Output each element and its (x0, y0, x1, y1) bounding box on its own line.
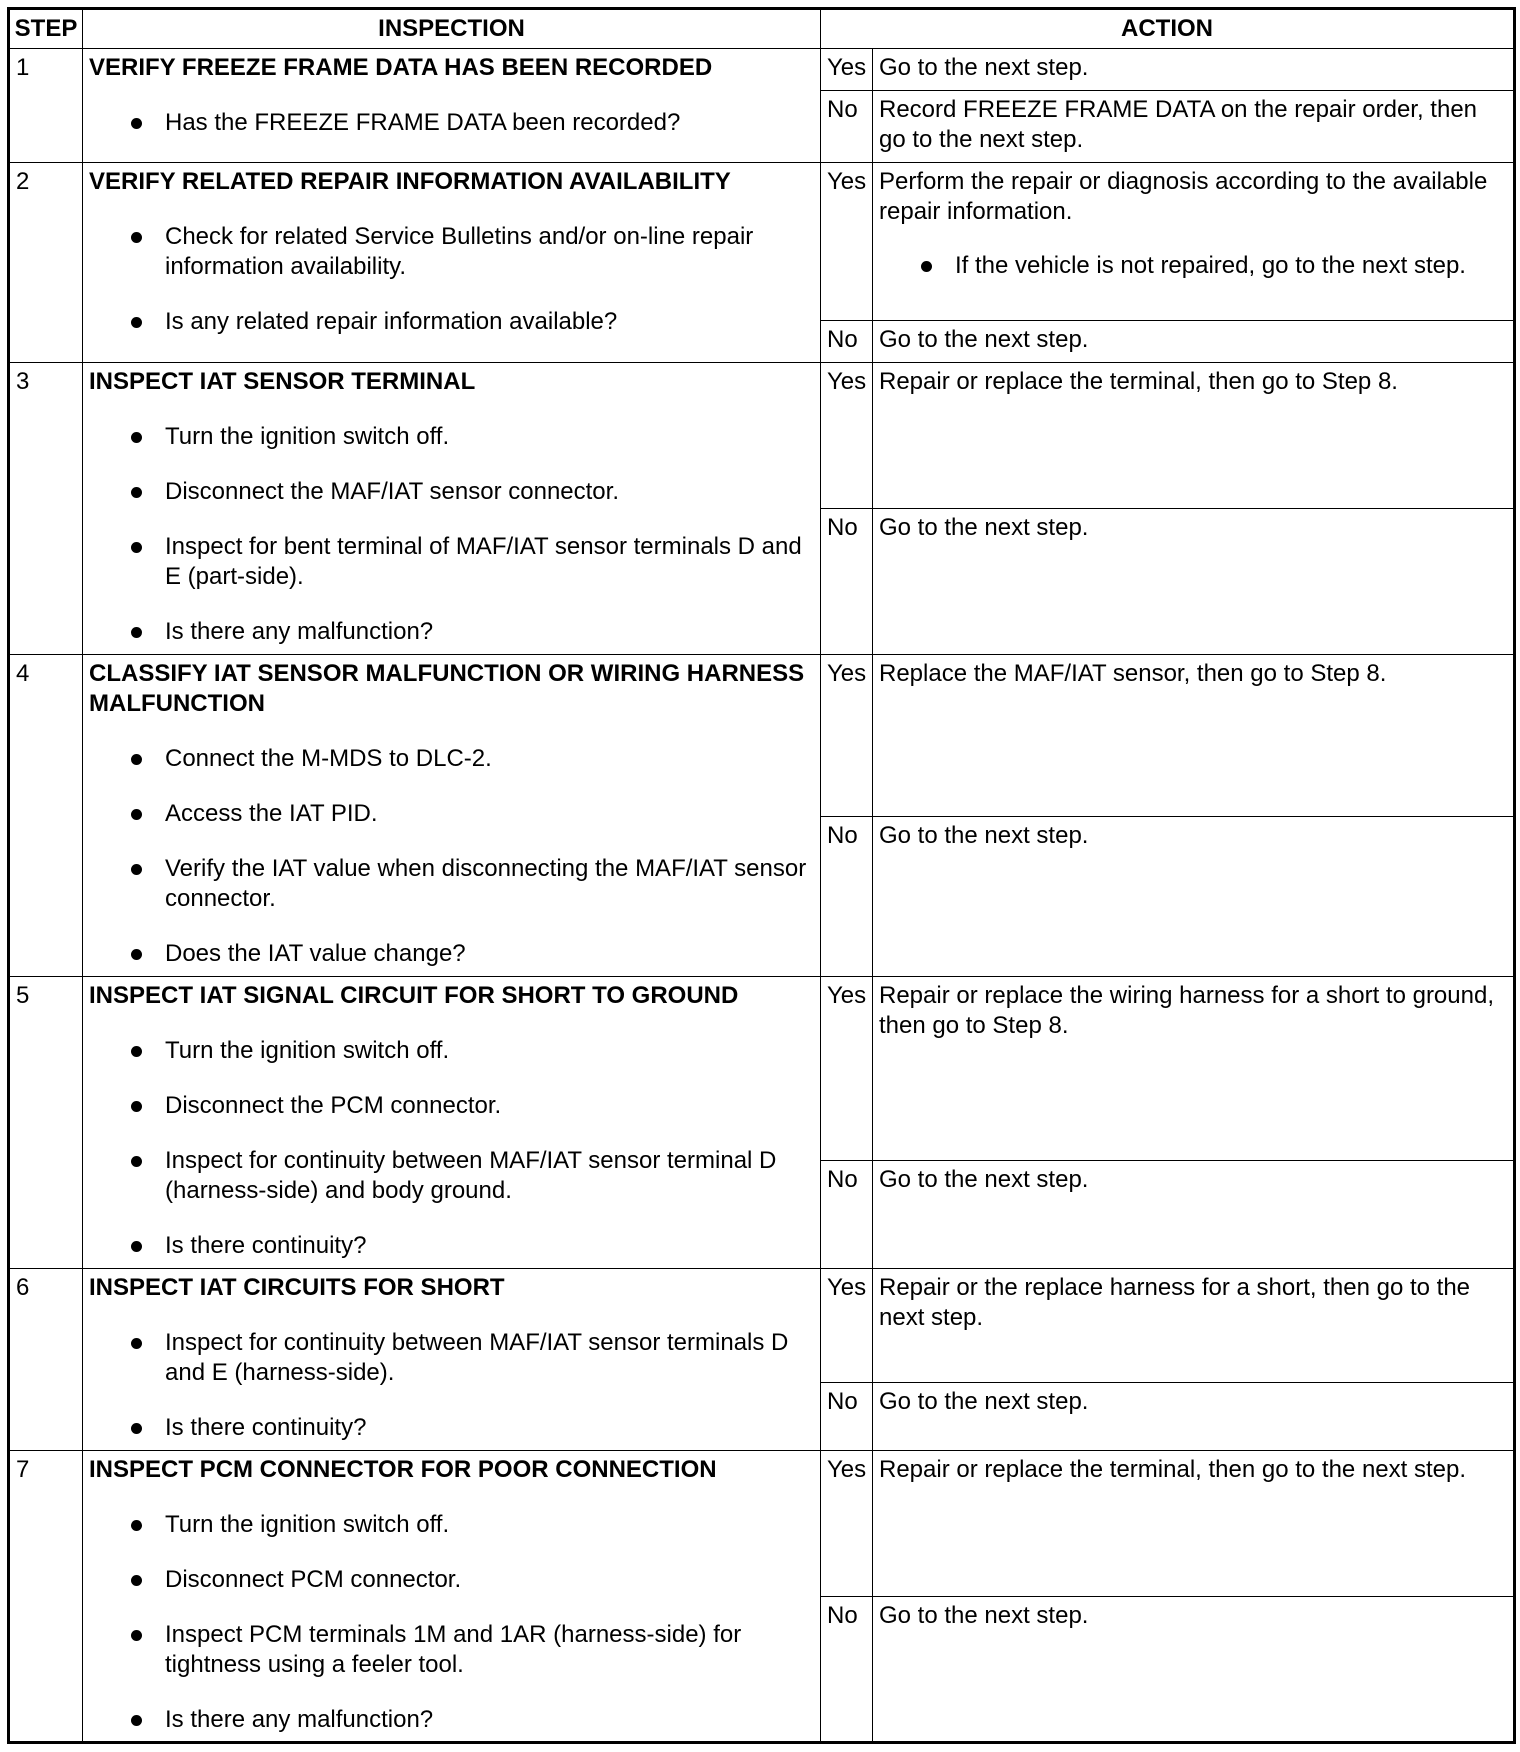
header-action: ACTION (821, 9, 1515, 49)
no-action: Go to the next step. (873, 509, 1515, 655)
bullet-item: Is there any malfunction? (89, 1705, 814, 1735)
inspection-bullets (89, 1328, 814, 1443)
inspection-cell (83, 363, 821, 655)
bullet-item: Disconnect the MAF/IAT sensor connector. (89, 477, 814, 507)
inspection-bullets (89, 222, 814, 337)
inspection-bullets (89, 1036, 814, 1261)
step-number: 4 (9, 655, 83, 977)
bullet-item: Inspect for bent terminal of MAF/IAT sensor terminals D and E (part-side). (89, 532, 814, 592)
yes-action: Repair or replace the terminal, then go to Step 8. (873, 363, 1515, 509)
inspection-cell (83, 163, 821, 363)
yes-label: Yes (821, 49, 873, 91)
step-number: 3 (9, 363, 83, 655)
table-row (9, 49, 1515, 91)
bullet-item: Does the IAT value change? (89, 939, 814, 969)
header-row (9, 9, 1515, 49)
table-row (9, 1269, 1515, 1383)
inspection-cell (83, 655, 821, 977)
no-action: Go to the next step. (873, 321, 1515, 363)
inspection-cell (83, 1451, 821, 1743)
bullet-item: Is there continuity? (89, 1413, 814, 1443)
table-row (9, 977, 1515, 1161)
yes-action: Repair or replace the wiring harness for a short to ground, then go to Step 8. (873, 977, 1515, 1161)
bullet-item: Is there any malfunction? (89, 617, 814, 647)
inspection-title: INSPECT PCM CONNECTOR FOR POOR CONNECTION (89, 1456, 717, 1483)
table-row (9, 1451, 1515, 1597)
yes-action-bullets (879, 251, 1507, 281)
bullet-item: Is any related repair information available? (89, 307, 814, 337)
bullet-item: Disconnect the PCM connector. (89, 1091, 814, 1121)
inspection-title: INSPECT IAT SENSOR TERMINAL (89, 368, 476, 395)
step-number: 2 (9, 163, 83, 363)
bullet-item: Inspect for continuity between MAF/IAT sensor terminal D (harness-side) and body ground. (89, 1146, 814, 1206)
bullet-item: Is there continuity? (89, 1231, 814, 1261)
bullet-item: Inspect for continuity between MAF/IAT sensor terminals D and E (harness-side). (89, 1328, 814, 1388)
bullet-item: Turn the ignition switch off. (89, 422, 814, 452)
inspection-cell (83, 977, 821, 1269)
step-number: 5 (9, 977, 83, 1269)
step-number: 1 (9, 49, 83, 163)
header-step: STEP (9, 9, 83, 49)
yes-action-cell (873, 163, 1515, 321)
inspection-title: CLASSIFY IAT SENSOR MALFUNCTION OR WIRING HARNESS MALFUNCTION (89, 660, 805, 717)
no-label: No (821, 321, 873, 363)
inspection-bullets (89, 422, 814, 647)
yes-action: Go to the next step. (873, 49, 1515, 91)
inspection-bullets (89, 744, 814, 969)
inspection-title: VERIFY RELATED REPAIR INFORMATION AVAILABILITY (89, 168, 731, 195)
no-action: Record FREEZE FRAME DATA on the repair order, then go to the next step. (873, 91, 1515, 163)
yes-action: Repair or replace the terminal, then go to the next step. (873, 1451, 1515, 1597)
bullet-item: Turn the ignition switch off. (89, 1510, 814, 1540)
inspection-cell (83, 1269, 821, 1451)
bullet-item: Inspect PCM terminals 1M and 1AR (harness-side) for tightness using a feeler tool. (89, 1620, 814, 1680)
inspection-title: INSPECT IAT SIGNAL CIRCUIT FOR SHORT TO GROUND (89, 982, 739, 1009)
no-label: No (821, 1383, 873, 1451)
inspection-bullets (89, 108, 814, 138)
yes-label: Yes (821, 1269, 873, 1383)
table-row (9, 163, 1515, 321)
yes-label: Yes (821, 163, 873, 321)
bullet-item: Has the FREEZE FRAME DATA been recorded? (89, 108, 814, 138)
no-action: Go to the next step. (873, 1383, 1515, 1451)
yes-label: Yes (821, 363, 873, 509)
no-label: No (821, 1597, 873, 1743)
table-row (9, 655, 1515, 817)
no-action: Go to the next step. (873, 1597, 1515, 1743)
yes-action: Repair or the replace harness for a short, then go to the next step. (873, 1269, 1515, 1383)
bullet-item: Access the IAT PID. (89, 799, 814, 829)
step-number: 6 (9, 1269, 83, 1451)
bullet-item: Check for related Service Bulletins and/or on-line repair information availability. (89, 222, 814, 282)
no-action: Go to the next step. (873, 1161, 1515, 1269)
no-action: Go to the next step. (873, 817, 1515, 977)
header-inspection: INSPECTION (83, 9, 821, 49)
diagnostic-page (7, 7, 1513, 1744)
diagnostic-table (7, 7, 1516, 1744)
inspection-bullets (89, 1510, 814, 1735)
bullet-item: Connect the M-MDS to DLC-2. (89, 744, 814, 774)
bullet-item: Verify the IAT value when disconnecting the MAF/IAT sensor connector. (89, 854, 814, 914)
no-label: No (821, 1161, 873, 1269)
bullet-item: Disconnect PCM connector. (89, 1565, 814, 1595)
no-label: No (821, 509, 873, 655)
yes-label: Yes (821, 1451, 873, 1597)
yes-action: Replace the MAF/IAT sensor, then go to Step 8. (873, 655, 1515, 817)
yes-action: Perform the repair or diagnosis according to the available repair information. (879, 168, 1488, 225)
inspection-title: INSPECT IAT CIRCUITS FOR SHORT (89, 1274, 505, 1301)
yes-label: Yes (821, 655, 873, 817)
yes-label: Yes (821, 977, 873, 1161)
inspection-cell (83, 49, 821, 163)
table-row (9, 363, 1515, 509)
inspection-title: VERIFY FREEZE FRAME DATA HAS BEEN RECORDED (89, 54, 713, 81)
no-label: No (821, 91, 873, 163)
bullet-item: If the vehicle is not repaired, go to the next step. (879, 251, 1507, 281)
bullet-item: Turn the ignition switch off. (89, 1036, 814, 1066)
no-label: No (821, 817, 873, 977)
step-number: 7 (9, 1451, 83, 1743)
